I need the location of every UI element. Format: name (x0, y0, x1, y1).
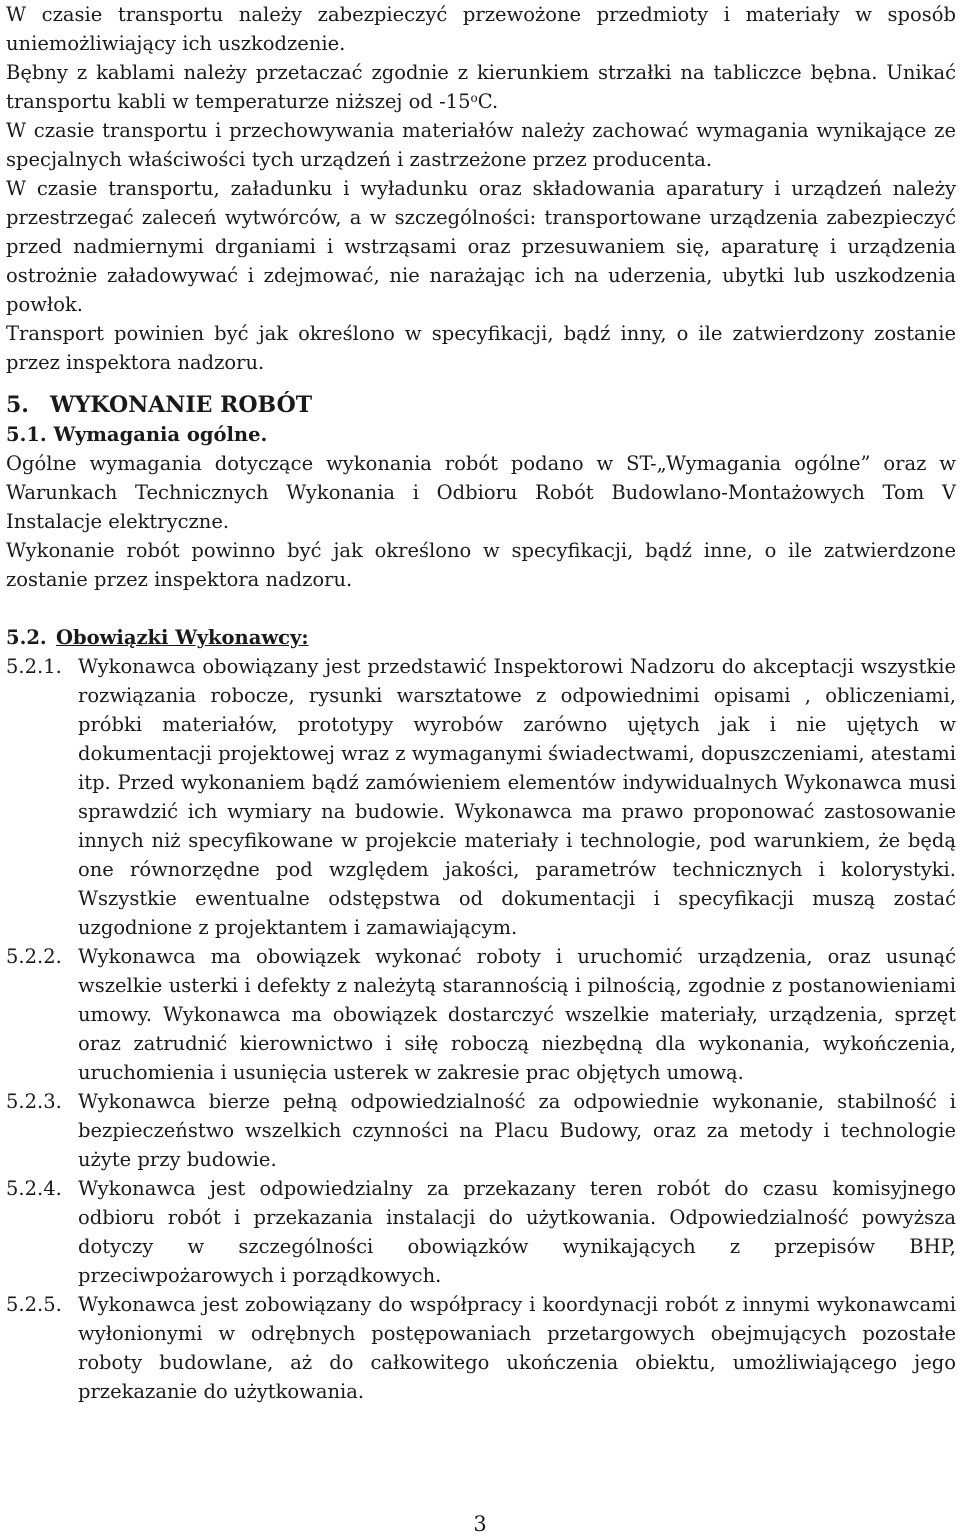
spacer (6, 594, 956, 623)
paragraph-execution-specification: Wykonanie robót powinno być jak określono w specyfikacji, bądź inne, o ile zatwierdzone zostanie przez inspektora nadzoru. (6, 539, 956, 591)
list-item-number: 5.2.3. (6, 1090, 62, 1113)
list-item-text: Wykonawca bierze pełną odpowiedzialność za odpowiednie wykonanie, stabilność i bezpieczeństwo wszelkich czynności na Placu Budowy, oraz za metody i technologie użyte przy budowie. (78, 1090, 956, 1171)
list-item-text: Wykonawca jest odpowiedzialny za przekazany teren robót do czasu komisyjnego odbioru robót i przekazania instalacji do użytkowania. Odpowiedzialność powyższa dotyczy w szczególności obowiązków wynikających z przepisów BHP, przeciwpożarowych i porządkowych. (78, 1177, 956, 1287)
list-item-text: Wykonawca obowiązany jest przedstawić Inspektorowi Nadzoru do akceptacji wszystkie rozwiązania robocze, rysunki warsztatowe z odpowiednimi opisami , obliczeniami, próbki materiałów, prototypy wyrobów zarówno ujętych jak i nie ujętych w dokumentacji projektowej wraz z wymaganymi świadectwami, dopuszczeniami, atestami itp. Przed wykonaniem bądź zamówieniem elementów indywidualnych Wykonawca musi sprawdzić ich wymiary na budowie. Wykonawca ma prawo proponować zastosowanie innych niż specyfikowane w projekcie materiały i technologie, pod warunkiem, że będą one równorzędne pod względem jakości, parametrów technicznych i kolorystyki. Wszystkie ewentualne odstępstwa od dokumentacji i specyfikacji muszą zostać uzgodnione z projektantem i zamawiającym. (78, 655, 956, 939)
celsius-unit: C. (477, 90, 499, 113)
list-item-number: 5.2.5. (6, 1293, 62, 1316)
cable-drums-text: Bębny z kablami należy przetaczać zgodnie z kierunkiem strzałki na tabliczce bębna. Unikać transportu kabli w temperaturze niższej od -15 (6, 61, 956, 113)
list-item-number: 5.2.2. (6, 945, 62, 968)
subsection-5-1-heading: 5.1. Wymagania ogólne. (6, 423, 268, 446)
paragraph-transport-specification: Transport powinien być jak określono w specyfikacji, bądź inny, o ile zatwierdzony zostanie przez inspektora nadzoru. (6, 322, 956, 374)
list-item-5-2-1 (6, 652, 956, 942)
list-item-5-2-4 (6, 1174, 956, 1290)
subsection-5-2-number: 5.2. (6, 626, 47, 649)
paragraph-storage-requirements: W czasie transportu i przechowywania materiałów należy zachować wymagania wynikające ze specjalnych właściwości tych urządzeń i zastrzeżone przez producenta. (6, 119, 956, 171)
subsection-5-2-title: Obowiązki Wykonawcy: (56, 626, 309, 649)
section-5-heading (6, 391, 956, 420)
list-item-number: 5.2.1. (6, 655, 62, 678)
paragraph-general-requirements: Ogólne wymagania dotyczące wykonania robót podano w ST-„Wymagania ogólne” oraz w Warunkach Technicznych Wykonania i Odbioru Robót Budowlano-Montażowych Tom V Instalacje elektryczne. (6, 452, 956, 533)
list-item-5-2-5 (6, 1290, 956, 1406)
subsection-5-2-heading (6, 623, 956, 652)
page-number: 3 (473, 1512, 487, 1536)
list-item-5-2-2 (6, 942, 956, 1087)
section-5-title: WYKONANIE ROBÓT (50, 392, 313, 418)
document-body (6, 0, 956, 1406)
list-item-text: Wykonawca ma obowiązek wykonać roboty i uruchomić urządzenia, oraz usunąć wszelkie usterki i defekty z należytą starannością i pilnością, zgodnie z postanowieniami umowy. Wykonawca ma obowiązek dostarczyć wszelkie materiały, urządzenia, sprzęt oraz zatrudnić kierownictwo i siłę roboczą niezbędną dla wykonania, wykończenia, uruchomienia i usunięcia usterek w zakresie prac objętych umową. (78, 945, 956, 1084)
degree-superscript: o (470, 91, 478, 105)
list-item-5-2-3 (6, 1087, 956, 1174)
section-5-number: 5. (6, 392, 29, 418)
paragraph-cable-drums (6, 58, 956, 116)
list-item-text: Wykonawca jest zobowiązany do współpracy i koordynacji robót z innymi wykonawcami wyłonionymi w odrębnych postępowaniach przetargowych obejmujących pozostałe roboty budowlane, aż do całkowitego ukończenia obiektu, umożliwiającego jego przekazanie do użytkowania. (78, 1293, 956, 1403)
paragraph-loading-unloading: W czasie transportu, załadunku i wyładunku oraz składowania aparatury i urządzeń należy przestrzegać zaleceń wytwórców, a w szczególności: transportowane urządzenia zabezpieczyć przed nadmiernymi drganiami i wstrząsami oraz przesuwaniem się, aparaturę i urządzenia ostrożnie załadowywać i zdejmować, nie narażając ich na uderzenia, ubytki lub uszkodzenia powłok. (6, 177, 956, 316)
list-item-number: 5.2.4. (6, 1177, 62, 1200)
paragraph-transport-protection: W czasie transportu należy zabezpieczyć przewożone przedmioty i materiały w sposób uniemożliwiający ich uszkodzenie. (6, 3, 956, 55)
